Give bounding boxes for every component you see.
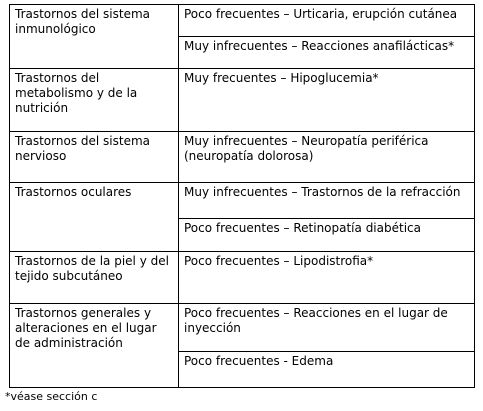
- effect-cell: Poco frecuentes – Lipodistrofia*: [179, 252, 475, 303]
- effect-cell: Muy infrecuentes – Reacciones anafilácticas*: [179, 36, 475, 68]
- effect-cell: Poco frecuentes – Reacciones en el lugar de inyección: [179, 303, 475, 351]
- category-cell: Trastornos generales y alteraciones en el lugar de administración: [10, 303, 179, 387]
- effect-cell: Poco frecuentes – Retinopatía diabética: [179, 218, 475, 252]
- category-cell: Trastornos de la piel y del tejido subcutáneo: [10, 252, 179, 303]
- table-row: [10, 68, 475, 132]
- effect-cell: Poco frecuentes – Urticaria, erupción cutánea: [179, 5, 475, 37]
- table-row: [10, 252, 475, 303]
- category-cell: Trastornos del metabolismo y de la nutrición: [10, 68, 179, 132]
- category-cell: Trastornos del sistema inmunológico: [10, 5, 179, 69]
- category-cell: Trastornos del sistema nervioso: [10, 132, 179, 182]
- effect-cell: Muy frecuentes – Hipoglucemia*: [179, 68, 475, 132]
- table-row: [10, 182, 475, 218]
- effect-cell: Poco frecuentes - Edema: [179, 352, 475, 388]
- adverse-reactions-table: [9, 4, 475, 388]
- effect-cell: Muy infrecuentes – Neuropatía periférica (neuropatía dolorosa): [179, 132, 475, 182]
- table-row: [10, 303, 475, 351]
- category-cell: Trastornos oculares: [10, 182, 179, 252]
- table-row: [10, 5, 475, 37]
- table-row: [10, 132, 475, 182]
- footnote: *véase sección c: [5, 390, 98, 403]
- effect-cell: Muy infrecuentes – Trastornos de la refracción: [179, 182, 475, 218]
